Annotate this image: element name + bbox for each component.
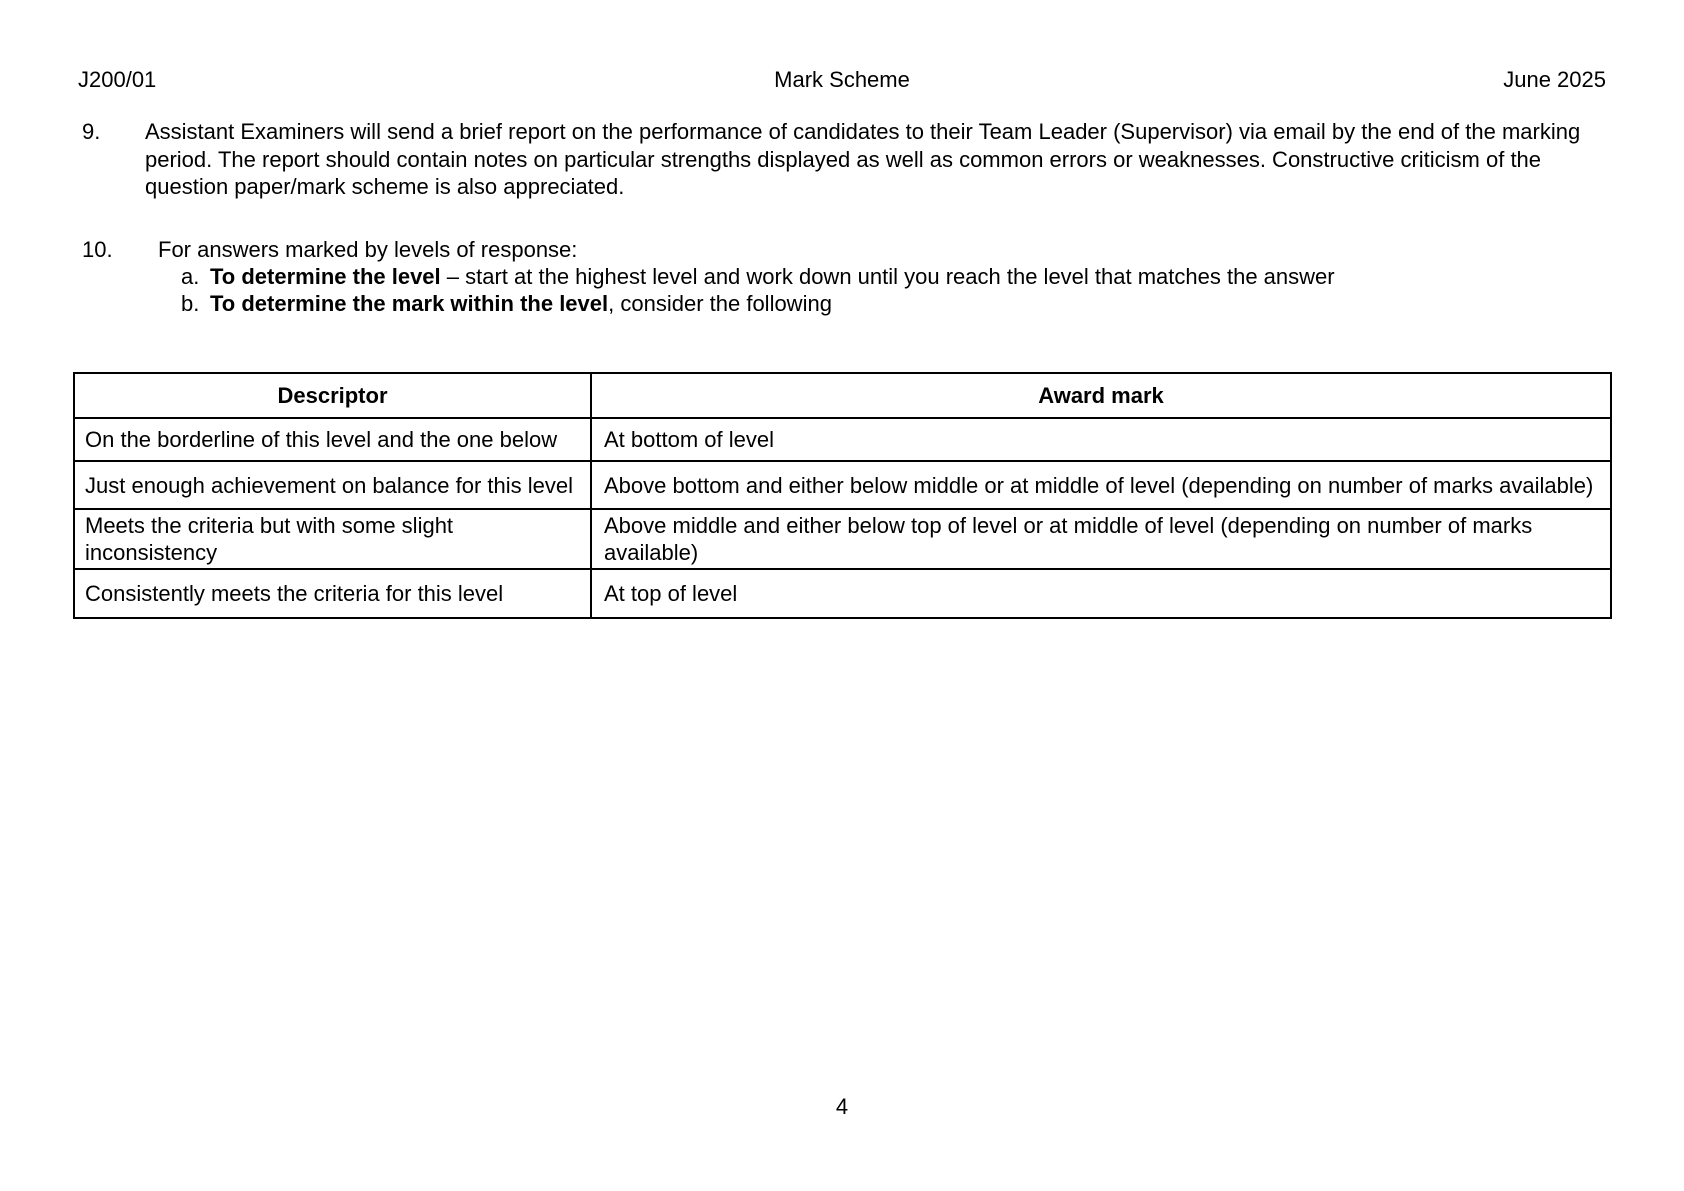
table-row [74, 509, 1611, 569]
column-header-award-mark: Award mark [591, 373, 1611, 418]
sub-item-marker: b. [181, 291, 200, 316]
sub-item-rest-text: – start at the highest level and work down until you reach the level that matches the answer [440, 264, 1335, 289]
sub-item-bold-text: To determine the mark within the level [210, 291, 609, 316]
item-text: Assistant Examiners will send a brief report on the performance of candidates to their Team Leader (Supervisor) via email by the end of the marking period. The report should contain notes on particular strengths displayed as well as common errors or weaknesses. Constructive criticism of the question paper/mark scheme is also appreciated. [145, 119, 1581, 199]
sub-item-rest-text: , consider the following [608, 291, 832, 316]
descriptor-cell: Meets the criteria but with some slight inconsistency [74, 509, 591, 569]
page-header [78, 66, 1606, 94]
header-title: Mark Scheme [774, 67, 910, 92]
table-row [74, 569, 1611, 618]
item-text: For answers marked by levels of response: [158, 237, 578, 262]
table-header-row [74, 373, 1611, 418]
header-date: June 2025 [1503, 67, 1606, 92]
sub-item-marker: a. [181, 264, 200, 289]
column-header-descriptor: Descriptor [74, 373, 591, 418]
list-item-10 [78, 236, 1558, 264]
table-row [74, 418, 1611, 461]
descriptor-cell: Just enough achievement on balance for this level [74, 461, 591, 509]
sub-item-b [181, 290, 832, 318]
item-number: 9. [82, 119, 101, 144]
header-paper-code: J200/01 [78, 67, 157, 92]
award-mark-cell: At bottom of level [591, 418, 1611, 461]
descriptor-cell: On the borderline of this level and the one below [74, 418, 591, 461]
sub-item-bold-text: To determine the level [210, 264, 441, 289]
list-item-9 [78, 118, 1605, 201]
descriptor-cell: Consistently meets the criteria for this level [74, 569, 591, 618]
levels-criteria-table [73, 372, 1612, 619]
page-number: 4 [835, 1094, 849, 1119]
award-mark-cell: Above middle and either below top of level or at middle of level (depending on number of marks available) [591, 509, 1611, 569]
award-mark-cell: At top of level [591, 569, 1611, 618]
table-row [74, 461, 1611, 509]
item-number: 10. [82, 237, 113, 262]
sub-item-a [181, 263, 1335, 291]
award-mark-cell: Above bottom and either below middle or at middle of level (depending on number of marks available) [591, 461, 1611, 509]
